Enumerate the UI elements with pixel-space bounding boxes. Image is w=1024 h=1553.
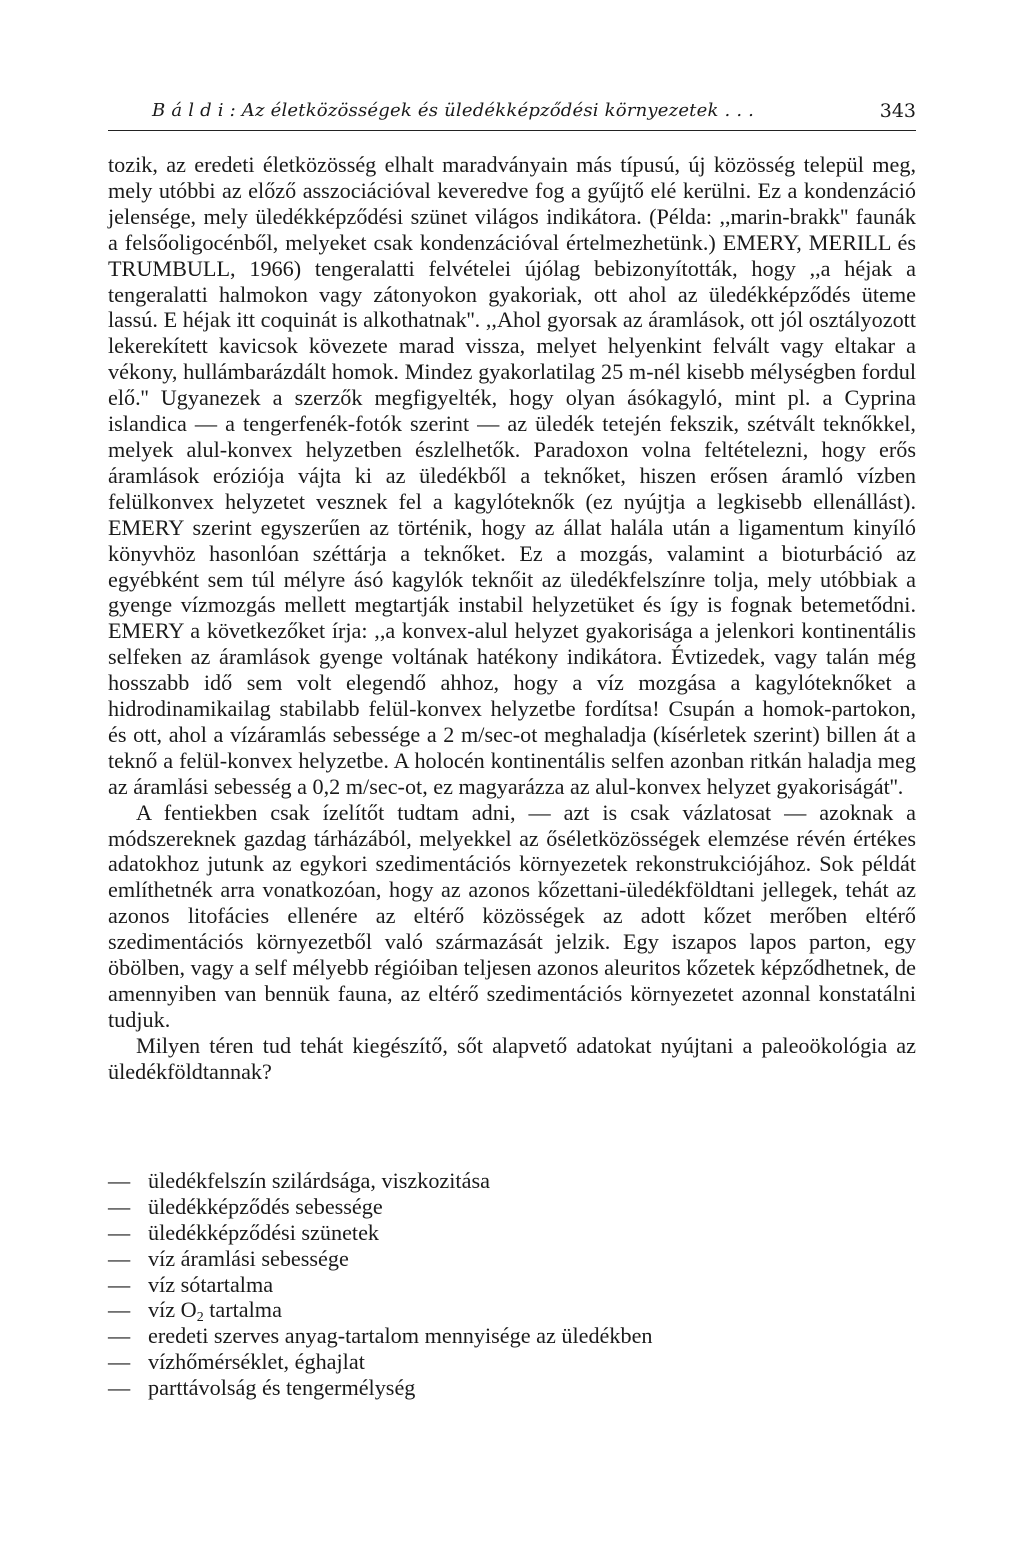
text-line: dikátora. (Példa: ,,marin-brakk'' faunák a felsőoligocénből, melyeket csak (108, 203, 916, 255)
paragraph-3 (108, 1033, 916, 1085)
list-item: — üledékfelszín szilárdsága, viszkozitása (108, 1168, 490, 1193)
text-line: konvex helyzetet vesznek fel a kagylóteknők (ez nyújtja a legkisebb ellenállást). (148, 488, 916, 514)
parameter-list (108, 1168, 916, 1401)
text-line: kinyíló könyvhöz hasonlóan széttárja a teknőket. Ez a mozgás, valamint a (108, 514, 916, 566)
text-line: selfen azonban ritkán haladja meg az áramlási sebesség a 0,2 m/sec-ot, ez ma (108, 747, 916, 799)
list-item: — víz sótartalma (108, 1271, 274, 1297)
text-line: felvált vagy eltakar a vékony, hullámbarázdált homok. Mindez gyakorlatilag (108, 333, 916, 385)
paragraph-1 (108, 152, 916, 800)
text-line: a módszereknek gazdag tárházából, melyekkel az őséletközösségek elemzése (108, 799, 916, 851)
page-number: 343 (879, 100, 916, 122)
list-item: — víz $O_2$ tartalma (108, 1297, 282, 1326)
text-line: gyarázza az alul-konvex helyzet gyakoriságát''. (485, 773, 904, 799)
text-line: idő sem volt elegendő ahhoz, hogy a víz mozgása a kagylóteknőket a hidrodi (108, 670, 916, 722)
list-item: — üledékképződési szünetek (108, 1219, 380, 1245)
list-item: — eredeti szerves anyag-tartalom mennyisége az üledékben (108, 1323, 653, 1349)
text-line: gyenge voltának hatékony indikátora. Évtizedek, vagy talán még hosszabb (108, 644, 916, 696)
text-line: színre tolja, mely utóbbiak a gyenge vízmozgás mellett megtartják instabil (108, 566, 916, 618)
text-line: szerint) billen át a teknő a felül-konvex helyzetbe. A holocén kontinentális (108, 721, 916, 773)
text-line: révén értékes adatokhoz jutunk az egykori szedimentációs környezetek rekon (108, 825, 916, 877)
running-title: B á l d i : Az életközösségek és üledékképződési környezetek . . . (152, 100, 755, 121)
text-line: ökológia az üledékföldtannak? (108, 1032, 917, 1084)
text-line: kerülni. Ez a kondenzáció jelensége, mely üledékképződési szünet világos in (108, 177, 916, 229)
list-item: — üledékképződés sebessége (108, 1193, 383, 1219)
text-line: bioturbáció az egyébként sem túl mélyre ásó kagylók teknőit az üledékfel (108, 540, 916, 592)
text-line: mokon vagy zátonyokon gyakoriak, ott ahol az üledékképződés üteme lassú. (108, 281, 916, 333)
text-line: eróziója vájta ki az üledékből a teknőket, hiszen erősen áramló vízben felül (108, 462, 916, 514)
text-line: tokon, és ott, ahol a vízáramlás sebessége a 2 m/sec-ot meghaladja (kísérletek (108, 696, 916, 747)
text-line: helyzetüket és így is fognak betemetődni. EMERY a következőket írja: ,,a kon (108, 592, 916, 644)
list-item: — víz áramlási sebessége (108, 1245, 349, 1271)
text-line: települ meg, mely utóbbi az előző asszociációval keveredve fog a gyűjtő elé (108, 152, 916, 203)
text-line: strukciójához. Sok példát említhetnék arra vonatkozóan, hogy az azonos (108, 851, 916, 903)
text-line: helyzetben észlelhetők. Paradoxon volna feltételezni, hogy erős áramlások (108, 436, 916, 488)
text-line: osztályozott lekerekített kavicsok kövezete marad vissza, melyet helyenkint (108, 307, 916, 359)
text-line: 25 m-nél kisebb mélységben fordul elő.'' Ugyanezek a szerzők megfigyelték, (108, 359, 916, 411)
o2-subscript: 2 (196, 1310, 204, 1326)
text-line: régióiban teljesen azonos aleuritos kőzetek képződhetnek, de amennyiben van (108, 955, 916, 1006)
paragraph-2 (108, 800, 916, 1033)
text-line: bennük fauna, az eltérő szedimentációs környezetet azonnal konstatálni tudjuk. (108, 981, 916, 1032)
text-line: EMERY szerint egyszerűen az történik, hogy az állat halála után a ligamentum (108, 514, 854, 540)
list-item: — vízhőmérséklet, éghajlat (108, 1349, 365, 1375)
text-line: Milyen téren tud tehát kiegészítő, sőt alapvető adatokat nyújtani a paleo (136, 1032, 810, 1058)
text-line: kondenzációval értelmezhetünk.) EMERY, MERILL és TRUMBULL, 1966) ten (108, 229, 916, 281)
text-line: tozik, az eredeti életközösség elhalt maradványain más típusú, új közösség (108, 152, 804, 177)
text-line: E héjak itt coquinát is alkothatnak''. ,,Ahol gyorsak az áramlások, ott jól (163, 307, 809, 333)
text-line: A fentiekben csak ízelítőt tudtam adni, — azt is csak vázlatosat — azoknak (136, 799, 907, 825)
text-line: szerint — az üledék tetején fekszik, szétvált teknőkkel, melyek alul-konvex (108, 411, 916, 462)
text-line: vex-alul helyzet gyakorisága a jelenkori kontinentális selfeken az áramlások (108, 618, 916, 670)
body-text (108, 152, 916, 1085)
text-line: közösségek az adott kőzet merőben eltérő szedimentációs környezetből való (108, 903, 916, 955)
running-header (108, 100, 916, 131)
text-line: namikailag stabilabb felül-konvex helyzetbe fordítsa! Csupán a homok-par (172, 696, 860, 722)
list-item: — parttávolság és tengermélység (108, 1375, 416, 1401)
text-line: származását jelzik. Egy iszapos lapos parton, egy öbölben, vagy a self mélyebb (108, 929, 916, 981)
text-line: geralatti felvételei újólag bebizonyították, hogy ,,a héjak a tengeralatti hal (108, 255, 916, 307)
text-line: kőzettani-üledékföldtani jellegek, tehát az azonos litofácies ellenére az eltérő (108, 877, 916, 929)
text-line: hogy olyan ásókagyló, mint pl. a Cyprina islandica — a tengerfenék-fotók (108, 385, 916, 437)
